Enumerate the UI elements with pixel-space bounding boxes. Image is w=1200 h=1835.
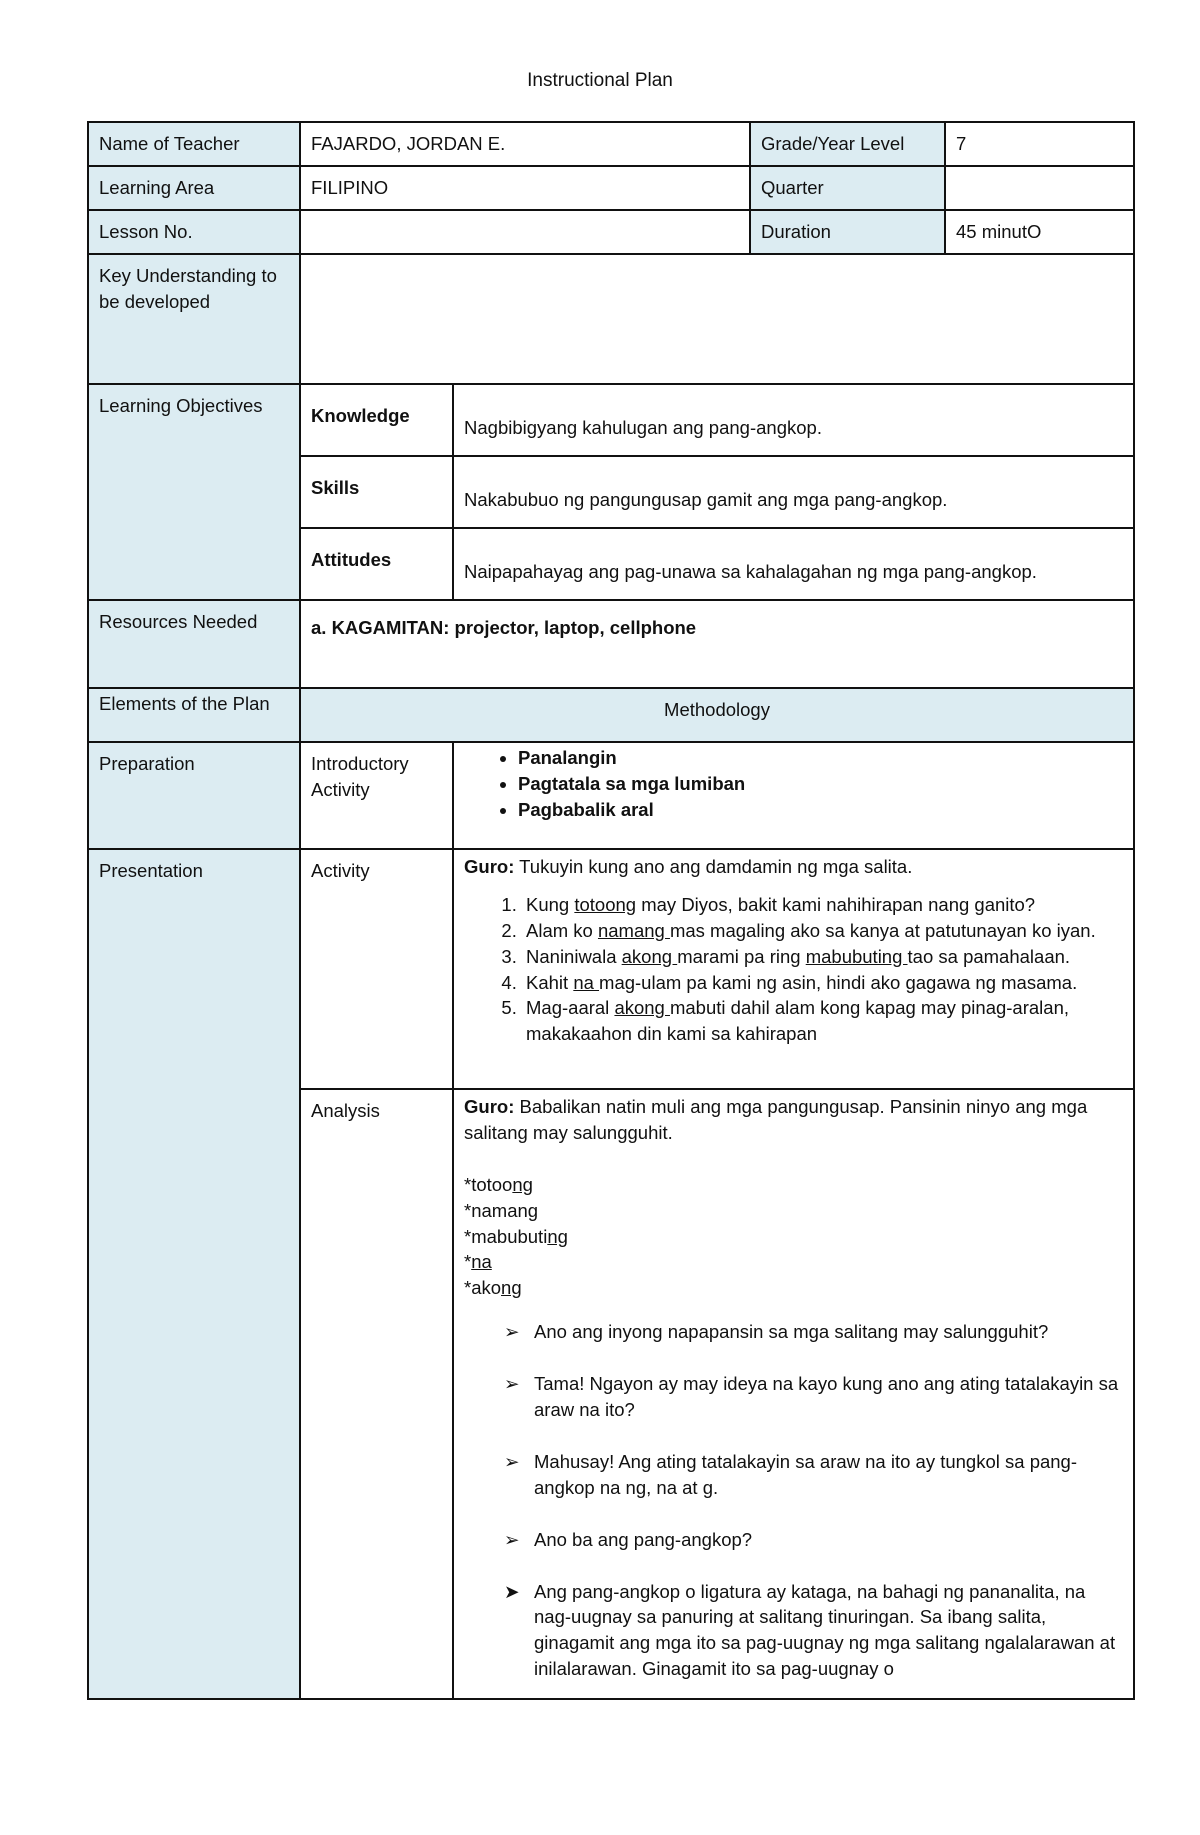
sentence-text: mabuti dahil alam kong kapag may pinag-aralan, makakaahon din kami sa kahirapan (526, 997, 1069, 1045)
preparation-row (88, 742, 1134, 849)
instructional-plan-table (87, 121, 1135, 1700)
key-understanding-row (88, 254, 1134, 384)
arrow-bullet-icon: ➤ (504, 1580, 520, 1602)
resources-value: a. KAGAMITAN: projector, laptop, cellphone (300, 600, 1134, 688)
word-item: *namang (464, 1199, 539, 1221)
word-item (464, 1224, 1123, 1250)
teacher-row (88, 122, 1134, 166)
word-text: * (464, 1251, 472, 1273)
list-item: • Pagtatala sa mga lumiban (518, 771, 1123, 797)
introductory-activity-label: Introductory Activity (300, 742, 453, 849)
duration-value: 45 minutO (945, 210, 1134, 254)
list-item (522, 995, 1123, 1047)
arrow-bullet-icon: ➢ (504, 1373, 520, 1395)
question-text: Ano ang inyong napapansin sa mga salitang may salungguhit? (534, 1321, 1049, 1343)
list-item (522, 892, 1123, 918)
resources-label: Resources Needed (88, 600, 300, 688)
guro-label: Guro: (464, 856, 515, 877)
list-item (504, 1527, 1123, 1553)
analysis-content (453, 1089, 1134, 1699)
arrow-bullet-icon: ➢ (504, 1528, 520, 1550)
word-text: *mabubuti (464, 1225, 548, 1247)
list-item (504, 1579, 1123, 1683)
underlined-word: ng (547, 1225, 568, 1247)
objectives-label: Learning Objectives (88, 384, 300, 600)
word-item (464, 1249, 1123, 1275)
underlined-word: namang (597, 919, 670, 941)
preparation-label: Preparation (88, 742, 300, 849)
skills-value: Nakabubuo ng pangungusap gamit ang mga pang-angkop. (453, 456, 1134, 528)
key-understanding-label: Key Understanding to be developed (88, 254, 300, 384)
presentation-label: Presentation (88, 849, 300, 1699)
activity-row (88, 849, 1134, 1089)
analysis-label: Analysis (300, 1089, 453, 1699)
list-item (522, 944, 1123, 970)
underlined-word: akong (614, 997, 670, 1019)
elements-label: Elements of the Plan (88, 688, 300, 742)
activity-instruction-text: Tukuyin kung ano ang damdamin ng mga salita. (514, 856, 913, 877)
list-item: • Pagbabalik aral (518, 797, 1123, 823)
area-row (88, 166, 1134, 210)
sentence-text: mas magaling ako sa kanya at patutunayan ko iyan. (669, 919, 1096, 941)
elements-row (88, 688, 1134, 742)
list-item: • Panalangin (518, 745, 1123, 771)
underlined-word: na (471, 1251, 492, 1273)
underlined-word: mabubuting (805, 945, 908, 967)
objective-knowledge-row (88, 384, 1134, 456)
lesson-value (300, 210, 750, 254)
underlined-word: totoong (574, 893, 637, 915)
activity-instruction (464, 854, 1123, 880)
underlined-word: ng (512, 1173, 533, 1195)
attitudes-label: Attitudes (300, 528, 453, 600)
list-item (522, 918, 1123, 944)
area-value: FILIPINO (300, 166, 750, 210)
attitudes-value: Naipapahayag ang pag-unawa sa kahalagahan ng mga pang-angkop. (453, 528, 1134, 600)
sentence-text: may Diyos, bakit kami nahihirapan nang ganito? (636, 893, 1036, 915)
sentence-text: marami pa ring (677, 945, 806, 967)
arrow-bullet-icon: ➢ (504, 1450, 520, 1472)
guro-label: Guro: (464, 1096, 515, 1117)
preparation-items (453, 742, 1134, 849)
word-text: *totoo (464, 1173, 513, 1195)
skills-label: Skills (300, 456, 453, 528)
word-text: *ako (464, 1277, 502, 1299)
arrow-bullet-icon: ➢ (504, 1321, 520, 1343)
lesson-row (88, 210, 1134, 254)
list-item (504, 1371, 1123, 1423)
quarter-value (945, 166, 1134, 210)
knowledge-value: Nagbibigyang kahulugan ang pang-angkop. (453, 384, 1134, 456)
analysis-instruction (464, 1094, 1123, 1146)
analysis-questions (464, 1319, 1123, 1682)
grade-value: 7 (945, 122, 1134, 166)
underlined-word: ng (501, 1277, 522, 1299)
document-title: Instructional Plan (527, 70, 673, 91)
preparation-list (464, 745, 1123, 823)
list-item (504, 1449, 1123, 1501)
sentence-text: Kahit (526, 971, 574, 993)
list-item (504, 1319, 1123, 1345)
question-text: Ano ba ang pang-angkop? (534, 1528, 753, 1550)
word-item (464, 1172, 1123, 1198)
knowledge-label: Knowledge (300, 384, 453, 456)
sentence-text: mag-ulam pa kami ng asin, hindi ako gagawa ng masama. (599, 971, 1078, 993)
sentence-text: Kung (526, 893, 575, 915)
teacher-label: Name of Teacher (88, 122, 300, 166)
sentence-text: tao sa pamahalaan. (907, 945, 1071, 967)
underlined-word: akong (621, 945, 678, 967)
key-understanding-value (300, 254, 1134, 384)
list-item (522, 970, 1123, 996)
question-text: Ang pang-angkop o ligatura ay kataga, na bahagi ng pananalita, na nag-uugnay sa panuring at salitang tinuringan. Sa ibang salita, ginagamit ang mga ito sa pag-uugnay ng mga salitang ngalalarawan at inilalarawan. Ginagamit ito sa pag-uugnay o (534, 1580, 1116, 1680)
area-label: Learning Area (88, 166, 300, 210)
teacher-value: FAJARDO, JORDAN E. (300, 122, 750, 166)
lesson-label: Lesson No. (88, 210, 300, 254)
question-text: Mahusay! Ang ating tatalakayin sa araw na ito ay tungkol sa pang-angkop na ng, na at g. (534, 1450, 1078, 1498)
sentence-text: Alam ko (526, 919, 598, 941)
question-text: Tama! Ngayon ay may ideya na kayo kung ano ang ating tatalakayin sa araw na ito? (534, 1373, 1119, 1421)
activity-sentences (464, 892, 1123, 1047)
resources-row (88, 600, 1134, 688)
activity-content (453, 849, 1134, 1089)
duration-label: Duration (750, 210, 945, 254)
underlined-word: na (573, 971, 600, 993)
methodology-header: Methodology (300, 688, 1134, 742)
activity-label: Activity (300, 849, 453, 1089)
grade-label: Grade/Year Level (750, 122, 945, 166)
word-item (464, 1275, 1123, 1301)
sentence-text: Naniniwala (526, 945, 622, 967)
quarter-label: Quarter (750, 166, 945, 210)
analysis-instruction-text: Babalikan natin muli ang mga pangungusap. Pansinin ninyo ang mga salitang may salungguhit. (464, 1096, 1088, 1143)
sentence-text: Mag-aaral (526, 997, 615, 1019)
